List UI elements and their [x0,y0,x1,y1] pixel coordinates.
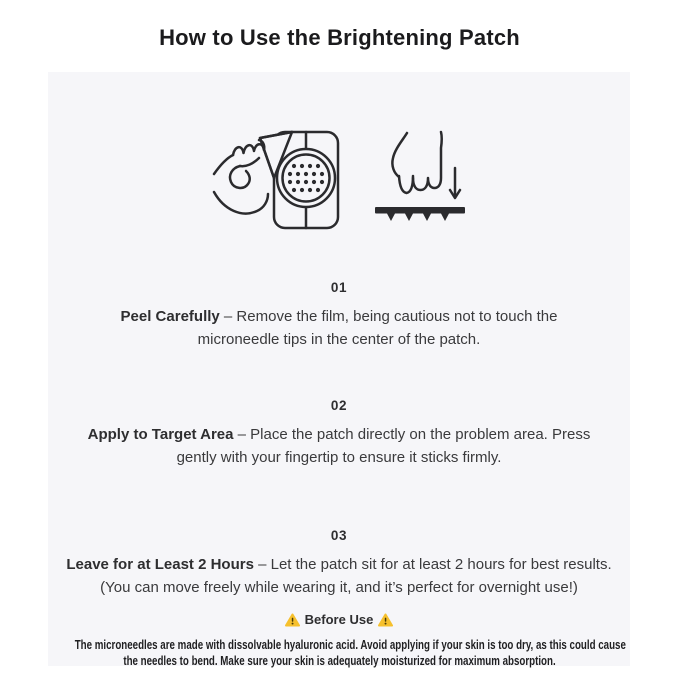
skin-strip-with-needles [375,207,465,221]
step-1-lead: Peel Carefully [120,308,220,325]
footnote-line-1: The microneedles are made with dissolvable hyaluronic acid. Avoid applying if your skin is too dry, as this could cause [74,638,626,652]
peel-film-illustration-icon [212,128,348,232]
footnote-line-2: the needles to bend. Make sure your skin is adequately moisturized for maximum absorption. [123,654,556,669]
instruction-panel [48,72,630,666]
step-2-lead: Apply to Target Area [87,426,234,443]
before-use-row [48,612,630,627]
step-2-body: – Place the patch directly on the problem area. Press gently with your fingertip to ensure it sticks firmly. [176,426,591,466]
step-3-text [61,554,618,599]
step-3 [48,528,630,599]
step-2-text [73,424,605,469]
peeling-hand [214,140,268,214]
illustration-row [48,128,630,232]
step-3-lead: Leave for at Least 2 Hours [66,556,254,573]
warning-triangle-icon [378,613,393,627]
before-use-label: Before Use [304,612,374,627]
step-1-body: – Remove the film, being cautious not to touch the microneedle tips in the center of the patch. [197,308,558,348]
warning-triangle-icon [285,613,300,627]
down-arrow-icon [450,168,460,198]
press-fingertip-illustration-icon [374,128,466,232]
page-title: How to Use the Brightening Patch [159,25,520,50]
step-2 [48,398,630,469]
step-3-body: – Let the patch sit for at least 2 hours for best results. (You can move freely while wearing it, and it’s perfect for overnight use!) [100,556,612,596]
step-1 [48,280,630,351]
step-3-number: 03 [330,528,348,543]
pressing-hand [392,132,441,193]
step-1-number: 01 [330,280,348,295]
footnote [0,637,679,670]
step-2-number: 02 [330,398,348,413]
step-1-text [79,306,599,351]
